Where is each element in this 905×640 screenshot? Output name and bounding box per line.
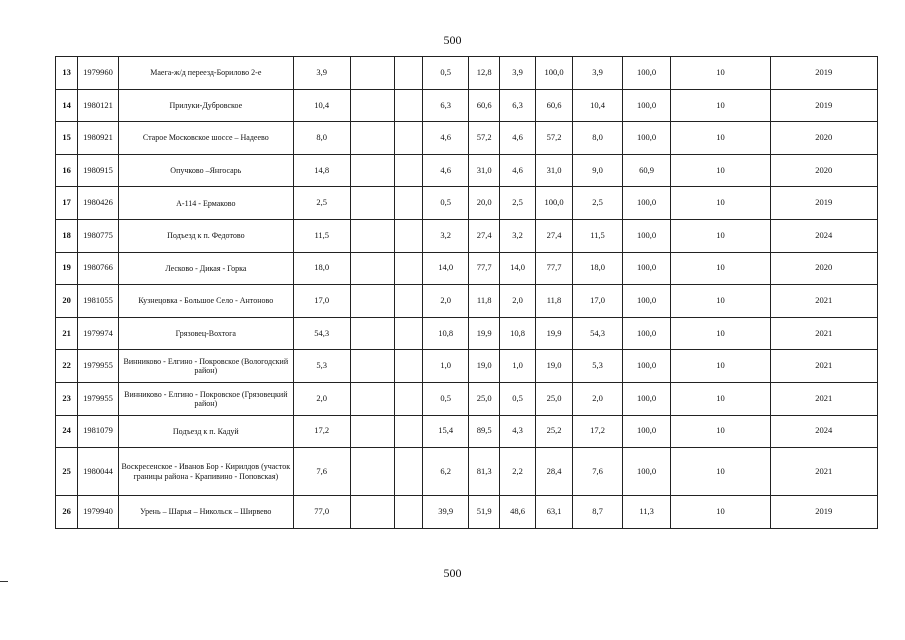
col-a-cell — [350, 415, 395, 448]
col-c-cell: 0,5 — [423, 187, 469, 220]
road-length-cell: 14,8 — [293, 154, 350, 187]
col-g-cell: 7,6 — [573, 448, 623, 496]
col-e-cell: 0,5 — [500, 382, 535, 415]
table-row — [56, 415, 878, 448]
col-a-cell — [350, 350, 395, 383]
col-i-cell: 10 — [671, 252, 770, 285]
road-name-cell: Урень – Шарья – Никольск – Ширвево — [118, 496, 293, 529]
col-e-cell: 2,0 — [500, 285, 535, 318]
road-length-cell: 77,0 — [293, 496, 350, 529]
col-g-cell: 5,3 — [573, 350, 623, 383]
year-cell: 2021 — [770, 382, 877, 415]
col-c-cell: 6,2 — [423, 448, 469, 496]
table-row — [56, 496, 878, 529]
row-number-cell: 23 — [56, 382, 78, 415]
road-name-cell: Лесково - Дикая - Горка — [118, 252, 293, 285]
col-c-cell: 4,6 — [423, 122, 469, 155]
col-c-cell: 0,5 — [423, 382, 469, 415]
col-f-cell: 19,9 — [535, 317, 572, 350]
table-row — [56, 252, 878, 285]
col-f-cell: 63,1 — [535, 496, 572, 529]
road-length-cell: 2,5 — [293, 187, 350, 220]
road-code-cell: 1980921 — [78, 122, 118, 155]
col-e-cell: 3,9 — [500, 57, 535, 90]
col-a-cell — [350, 187, 395, 220]
col-g-cell: 2,5 — [573, 187, 623, 220]
col-g-cell: 17,2 — [573, 415, 623, 448]
col-d-cell: 77,7 — [468, 252, 499, 285]
col-i-cell: 10 — [671, 448, 770, 496]
road-code-cell: 1980766 — [78, 252, 118, 285]
col-d-cell: 57,2 — [468, 122, 499, 155]
col-c-cell: 2,0 — [423, 285, 469, 318]
year-cell: 2019 — [770, 57, 877, 90]
col-f-cell: 100,0 — [535, 57, 572, 90]
col-f-cell: 19,0 — [535, 350, 572, 383]
road-code-cell: 1980775 — [78, 219, 118, 252]
road-name-cell: Винниково - Елгино - Покровское (Грязовецкий район) — [118, 382, 293, 415]
col-b-cell — [395, 154, 423, 187]
road-name-cell: Воскресенское - Иванов Бор - Кирилдов (участок границы района - Крапивино - Поповская) — [118, 448, 293, 496]
col-g-cell: 10,4 — [573, 89, 623, 122]
road-code-cell: 1979974 — [78, 317, 118, 350]
col-i-cell: 10 — [671, 350, 770, 383]
col-b-cell — [395, 89, 423, 122]
road-length-cell: 3,9 — [293, 57, 350, 90]
col-b-cell — [395, 57, 423, 90]
col-g-cell: 8,7 — [573, 496, 623, 529]
col-f-cell: 100,0 — [535, 187, 572, 220]
col-h-cell: 100,0 — [622, 252, 671, 285]
col-i-cell: 10 — [671, 154, 770, 187]
road-name-cell: Грязовец-Вохтога — [118, 317, 293, 350]
year-cell: 2019 — [770, 89, 877, 122]
col-f-cell: 25,0 — [535, 382, 572, 415]
table-row — [56, 219, 878, 252]
road-code-cell: 1981079 — [78, 415, 118, 448]
roads-table — [55, 56, 878, 529]
col-c-cell: 1,0 — [423, 350, 469, 383]
col-a-cell — [350, 154, 395, 187]
col-a-cell — [350, 122, 395, 155]
row-number-cell: 17 — [56, 187, 78, 220]
col-b-cell — [395, 219, 423, 252]
road-code-cell: 1979955 — [78, 350, 118, 383]
col-h-cell: 11,3 — [622, 496, 671, 529]
year-cell: 2024 — [770, 415, 877, 448]
col-g-cell: 18,0 — [573, 252, 623, 285]
year-cell: 2021 — [770, 350, 877, 383]
col-b-cell — [395, 496, 423, 529]
col-d-cell: 81,3 — [468, 448, 499, 496]
col-b-cell — [395, 448, 423, 496]
col-c-cell: 6,3 — [423, 89, 469, 122]
year-cell: 2020 — [770, 252, 877, 285]
road-length-cell: 5,3 — [293, 350, 350, 383]
col-d-cell: 19,0 — [468, 350, 499, 383]
col-h-cell: 100,0 — [622, 89, 671, 122]
col-g-cell: 2,0 — [573, 382, 623, 415]
table-row — [56, 285, 878, 318]
road-name-cell: Винниково - Елгино - Покровское (Вологодский район) — [118, 350, 293, 383]
col-e-cell: 14,0 — [500, 252, 535, 285]
col-a-cell — [350, 252, 395, 285]
col-e-cell: 2,5 — [500, 187, 535, 220]
col-i-cell: 10 — [671, 285, 770, 318]
col-h-cell: 100,0 — [622, 415, 671, 448]
col-h-cell: 100,0 — [622, 122, 671, 155]
col-e-cell: 4,6 — [500, 154, 535, 187]
col-c-cell: 0,5 — [423, 57, 469, 90]
road-code-cell: 1981055 — [78, 285, 118, 318]
row-number-cell: 26 — [56, 496, 78, 529]
col-c-cell: 15,4 — [423, 415, 469, 448]
col-d-cell: 27,4 — [468, 219, 499, 252]
col-i-cell: 10 — [671, 415, 770, 448]
road-code-cell: 1979940 — [78, 496, 118, 529]
col-a-cell — [350, 57, 395, 90]
col-h-cell: 100,0 — [622, 350, 671, 383]
road-name-cell: Старое Московское шоссе – Надеево — [118, 122, 293, 155]
road-code-cell: 1980915 — [78, 154, 118, 187]
road-name-cell: Подъезд к п. Кадуй — [118, 415, 293, 448]
col-d-cell: 60,6 — [468, 89, 499, 122]
col-i-cell: 10 — [671, 122, 770, 155]
table-body — [56, 57, 878, 529]
col-a-cell — [350, 285, 395, 318]
col-f-cell: 57,2 — [535, 122, 572, 155]
table-row — [56, 382, 878, 415]
road-name-cell: Опучково –Янгосарь — [118, 154, 293, 187]
col-e-cell: 6,3 — [500, 89, 535, 122]
row-number-cell: 13 — [56, 57, 78, 90]
col-i-cell: 10 — [671, 219, 770, 252]
row-number-cell: 22 — [56, 350, 78, 383]
year-cell: 2019 — [770, 496, 877, 529]
row-number-cell: 19 — [56, 252, 78, 285]
col-g-cell: 11,5 — [573, 219, 623, 252]
col-e-cell: 4,3 — [500, 415, 535, 448]
road-name-cell: Маега-ж/д переезд-Борилово 2-е — [118, 57, 293, 90]
col-h-cell: 100,0 — [622, 187, 671, 220]
col-h-cell: 100,0 — [622, 57, 671, 90]
col-b-cell — [395, 122, 423, 155]
road-length-cell: 2,0 — [293, 382, 350, 415]
col-a-cell — [350, 496, 395, 529]
road-code-cell: 1980044 — [78, 448, 118, 496]
col-e-cell: 2,2 — [500, 448, 535, 496]
col-b-cell — [395, 285, 423, 318]
col-d-cell: 51,9 — [468, 496, 499, 529]
road-length-cell: 17,2 — [293, 415, 350, 448]
row-number-cell: 14 — [56, 89, 78, 122]
col-h-cell: 60,9 — [622, 154, 671, 187]
road-name-cell: А-114 - Ермаково — [118, 187, 293, 220]
col-c-cell: 4,6 — [423, 154, 469, 187]
road-name-cell: Кузнецовка - Большое Село - Антоново — [118, 285, 293, 318]
table-row — [56, 89, 878, 122]
col-i-cell: 10 — [671, 317, 770, 350]
year-cell: 2020 — [770, 122, 877, 155]
table-row — [56, 122, 878, 155]
col-b-cell — [395, 382, 423, 415]
road-length-cell: 8,0 — [293, 122, 350, 155]
table-row — [56, 57, 878, 90]
table-row — [56, 154, 878, 187]
row-number-cell: 15 — [56, 122, 78, 155]
col-d-cell: 89,5 — [468, 415, 499, 448]
col-d-cell: 25,0 — [468, 382, 499, 415]
col-b-cell — [395, 252, 423, 285]
row-number-cell: 21 — [56, 317, 78, 350]
col-h-cell: 100,0 — [622, 448, 671, 496]
col-e-cell: 48,6 — [500, 496, 535, 529]
col-a-cell — [350, 89, 395, 122]
col-a-cell — [350, 317, 395, 350]
col-c-cell: 3,2 — [423, 219, 469, 252]
col-d-cell: 12,8 — [468, 57, 499, 90]
col-i-cell: 10 — [671, 382, 770, 415]
col-b-cell — [395, 187, 423, 220]
col-d-cell: 20,0 — [468, 187, 499, 220]
row-number-cell: 18 — [56, 219, 78, 252]
road-length-cell: 54,3 — [293, 317, 350, 350]
page-number-top: 500 — [443, 33, 462, 47]
road-length-cell: 7,6 — [293, 448, 350, 496]
col-f-cell: 27,4 — [535, 219, 572, 252]
row-number-cell: 20 — [56, 285, 78, 318]
year-cell: 2019 — [770, 187, 877, 220]
col-h-cell: 100,0 — [622, 317, 671, 350]
road-code-cell: 1980426 — [78, 187, 118, 220]
col-f-cell: 31,0 — [535, 154, 572, 187]
table-row — [56, 350, 878, 383]
road-length-cell: 11,5 — [293, 219, 350, 252]
col-h-cell: 100,0 — [622, 219, 671, 252]
year-cell: 2021 — [770, 285, 877, 318]
col-f-cell: 28,4 — [535, 448, 572, 496]
col-d-cell: 11,8 — [468, 285, 499, 318]
col-e-cell: 10,8 — [500, 317, 535, 350]
col-i-cell: 10 — [671, 496, 770, 529]
col-b-cell — [395, 350, 423, 383]
table-row — [56, 187, 878, 220]
road-name-cell: Прилуки-Дубровское — [118, 89, 293, 122]
col-c-cell: 39,9 — [423, 496, 469, 529]
col-d-cell: 31,0 — [468, 154, 499, 187]
table-row — [56, 448, 878, 496]
road-length-cell: 18,0 — [293, 252, 350, 285]
year-cell: 2020 — [770, 154, 877, 187]
col-e-cell: 3,2 — [500, 219, 535, 252]
col-a-cell — [350, 219, 395, 252]
col-h-cell: 100,0 — [622, 382, 671, 415]
road-length-cell: 17,0 — [293, 285, 350, 318]
road-code-cell: 1979955 — [78, 382, 118, 415]
col-h-cell: 100,0 — [622, 285, 671, 318]
margin-mark — [0, 581, 8, 582]
col-d-cell: 19,9 — [468, 317, 499, 350]
col-e-cell: 1,0 — [500, 350, 535, 383]
road-length-cell: 10,4 — [293, 89, 350, 122]
col-i-cell: 10 — [671, 187, 770, 220]
col-f-cell: 11,8 — [535, 285, 572, 318]
col-c-cell: 10,8 — [423, 317, 469, 350]
col-i-cell: 10 — [671, 89, 770, 122]
col-g-cell: 3,9 — [573, 57, 623, 90]
row-number-cell: 25 — [56, 448, 78, 496]
year-cell: 2021 — [770, 448, 877, 496]
col-i-cell: 10 — [671, 57, 770, 90]
year-cell: 2024 — [770, 219, 877, 252]
col-b-cell — [395, 317, 423, 350]
col-b-cell — [395, 415, 423, 448]
col-f-cell: 60,6 — [535, 89, 572, 122]
col-e-cell: 4,6 — [500, 122, 535, 155]
col-f-cell: 25,2 — [535, 415, 572, 448]
row-number-cell: 24 — [56, 415, 78, 448]
year-cell: 2021 — [770, 317, 877, 350]
col-a-cell — [350, 382, 395, 415]
col-g-cell: 9,0 — [573, 154, 623, 187]
col-a-cell — [350, 448, 395, 496]
page-number-bottom: 500 — [443, 566, 462, 580]
road-code-cell: 1980121 — [78, 89, 118, 122]
col-g-cell: 17,0 — [573, 285, 623, 318]
col-g-cell: 54,3 — [573, 317, 623, 350]
col-g-cell: 8,0 — [573, 122, 623, 155]
col-f-cell: 77,7 — [535, 252, 572, 285]
road-code-cell: 1979960 — [78, 57, 118, 90]
table-row — [56, 317, 878, 350]
col-c-cell: 14,0 — [423, 252, 469, 285]
row-number-cell: 16 — [56, 154, 78, 187]
road-name-cell: Подъезд к п. Федотово — [118, 219, 293, 252]
